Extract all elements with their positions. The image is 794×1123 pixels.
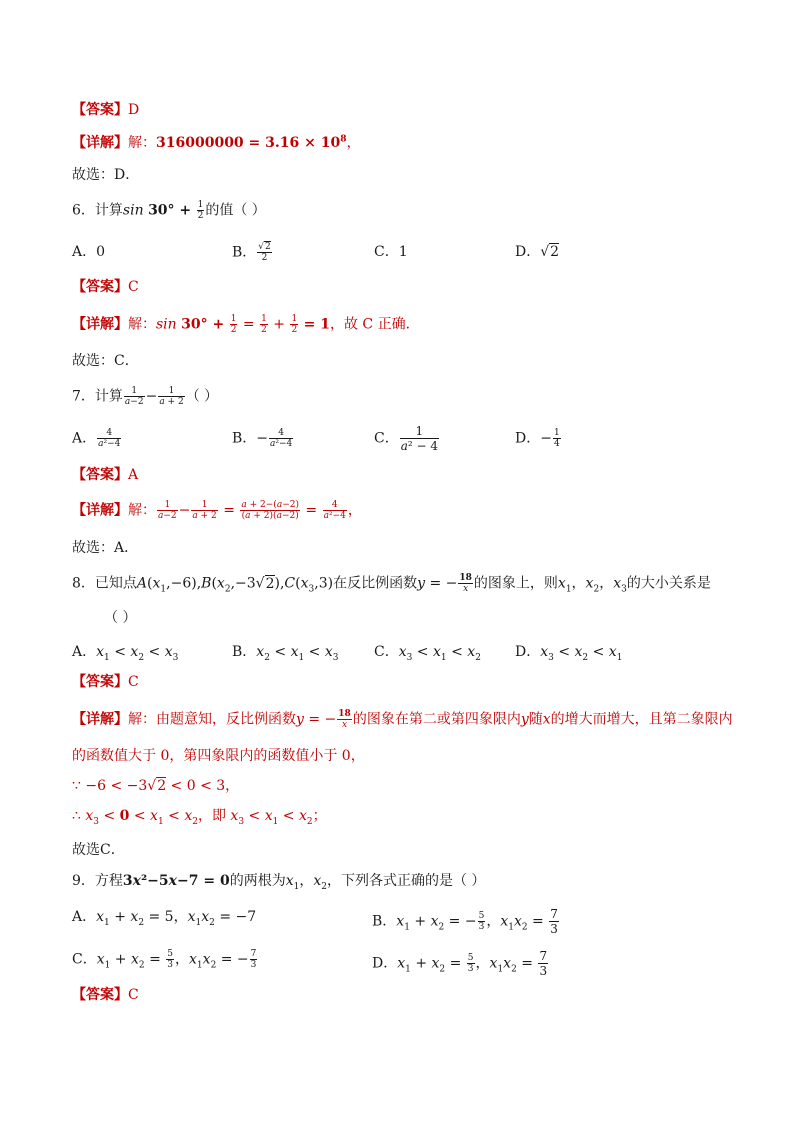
q6-answer-line: 【答案】C: [72, 279, 139, 295]
q9-option-d: D．$x_1 + x_2$ = $\frac{5}{3}$ ，$x_1x_2$ = $\frac{7}{3}$: [372, 949, 548, 978]
q8-option-b: B．$x_2 < x_1 < x_3$: [232, 644, 339, 663]
q8-option-c: C．$x_3 < x_1 < x_2$: [374, 644, 481, 663]
q9-option-c: C．$x_1 + x_2$ = $\frac{5}{3}$ ，$x_1x_2$ = − $\frac{7}{3}$: [72, 949, 257, 971]
q8-stem: 8．已知点$A(x_1,-6),B(x_2,-3√2),C(x_3,3)$在反比例函数y = − $\frac{18}{x}$ 的图象上，则$x_1$，$x_2$，$x_3$的大小关系是: [72, 573, 711, 595]
q9-stem: 9．方程3x²−5x−7 = 0的两根为$x_1$，$x_2$，下列各式正确的是（ ）: [72, 873, 486, 892]
q8-detail-line-4: ∴ $x_3 < 0 < x_1 < x_2$，即 $x_3 < x_1 < x_2$；: [72, 808, 327, 827]
q5-answer-line: [72, 100, 139, 120]
q9-answer-line: 【答案】C: [72, 987, 139, 1003]
q6-option-d: D．√2: [515, 244, 560, 260]
q7-answer-line: 【答案】A: [72, 467, 139, 483]
fraction: $\frac{√2}{2}$: [258, 242, 271, 263]
q6-option-a: A．0: [72, 244, 106, 260]
q7-option-c: C． $\frac{1}{\text{a² − 4}}$: [374, 424, 439, 453]
q9-option-a: A．$x_1 + x_2 = 5$，$x_1x_2 = -7$: [72, 909, 257, 928]
detail-tag: 【详解】: [72, 135, 128, 151]
q8-detail-line-1: 【详解】解：由题意知，反比例函数y = − $\frac{18}{x}$ 的图象在第二或第四象限内y随x的增大而增大，且第二象限内: [72, 709, 733, 730]
q7-choose-line: 故选：A．: [72, 540, 139, 556]
q7-detail-line: 【详解】解： $\frac{1}{a-2}$ − $\frac{1}{a + 2}$ = $\frac{a + 2-(a-2)}{(a + 2)(a-2)}$ = $\frac{4}{\text{a²−4}}$ ，: [72, 500, 362, 521]
answer-tag: 【答案】: [72, 102, 128, 118]
q8-paren: （ ）: [104, 610, 137, 626]
q6-option-c: C．1: [374, 244, 408, 260]
answer-value: D: [128, 102, 140, 118]
q5-choose-line: 故选：D．: [72, 167, 140, 183]
q6-choose-line: 故选：C．: [72, 353, 139, 369]
q9-option-b: B．$x_1 + x_2$ = − $\frac{5}{3}$ ，$x_1x_2$ = $\frac{7}{3}$: [372, 907, 558, 936]
q7-stem: 7．计算 $\frac{1}{a-2}$ − $\frac{1}{a + 2}$ （ ）: [72, 386, 219, 407]
q8-option-a: A．$x_1 < x_2 < x_3$: [72, 644, 179, 663]
q7-option-b: B．− $\frac{4}{\text{a²−4}}$: [232, 428, 293, 449]
q8-detail-line-3: ∵ −6 < −3√2 < 0 < 3，: [72, 778, 240, 794]
q8-choose-line: 故选C．: [72, 842, 125, 858]
fraction: $\frac{1}{2}$: [197, 200, 204, 221]
q8-option-d: D．$x_3 < x_2 < x_1$: [515, 644, 623, 663]
q6-stem: 6．计算sin 30° + $\frac{1}{2}$ 的值（ ）: [72, 200, 266, 221]
q7-option-a: A． $\frac{4}{\text{a²−4}}$: [72, 428, 121, 449]
q8-detail-line-2: 的函数值大于 0，第四象限内的函数值小于 0，: [72, 748, 365, 764]
math-expression: 316000000 = 3.16 × 10: [156, 135, 341, 151]
q7-option-d: D．− $\frac{1}{4}$: [515, 428, 560, 449]
q6-detail-line: 【详解】解：sin 30° + $\frac{1}{2}$ = $\frac{1}{2}$ + $\frac{1}{2}$ = 1，故 C 正确．: [72, 314, 420, 335]
q6-option-b: B． $\frac{√2}{2}$: [232, 242, 271, 263]
q5-detail-line: 【详解】解：$316000000 = 3.16 \times 10^8$，: [72, 134, 361, 151]
q8-answer-line: 【答案】C: [72, 674, 139, 690]
